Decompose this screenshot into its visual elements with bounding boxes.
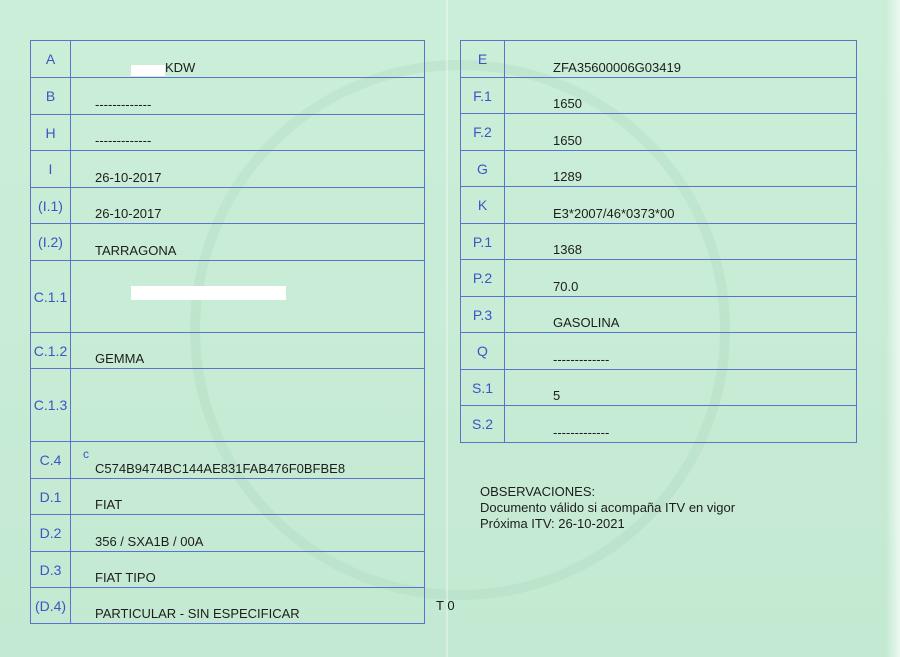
field-code: C.4 — [31, 442, 71, 479]
field-code: D.3 — [31, 552, 71, 588]
page-fold — [446, 0, 448, 657]
left-fields-table — [30, 40, 425, 624]
field-value: 26-10-2017 — [95, 206, 162, 221]
field-code: E — [461, 41, 505, 78]
redaction-box — [131, 65, 165, 76]
field-code: S.2 — [461, 406, 505, 443]
field-value: GASOLINA — [553, 315, 620, 330]
field-code: P.1 — [461, 224, 505, 260]
field-code: G — [461, 151, 505, 187]
field-row-c13 — [31, 369, 425, 442]
field-prefix: c — [83, 447, 89, 461]
field-row-g — [461, 151, 857, 187]
field-code: C.1.1 — [31, 261, 71, 333]
field-code: P.3 — [461, 297, 505, 333]
field-value: ------------- — [95, 97, 152, 112]
field-row-i — [31, 151, 425, 188]
field-value: GEMMA — [95, 351, 145, 366]
field-row-c12 — [31, 333, 425, 369]
field-row-f1 — [461, 78, 857, 114]
field-code: (D.4) — [31, 588, 71, 624]
field-code: C.1.2 — [31, 333, 71, 369]
field-code: B — [31, 78, 71, 115]
field-value: FIAT — [95, 497, 123, 512]
field-code: D.2 — [31, 515, 71, 552]
field-value: 1650 — [553, 133, 582, 148]
field-row-p1 — [461, 224, 857, 260]
field-value: E3*2007/46*0373*00 — [553, 206, 675, 221]
field-row-p2 — [461, 260, 857, 297]
field-value: FIAT TIPO — [95, 570, 156, 585]
field-row-e — [461, 41, 857, 78]
field-code: (I.1) — [31, 188, 71, 224]
observations-line: Próxima ITV: 26-10-2021 — [480, 516, 625, 531]
field-code: A — [31, 41, 71, 78]
field-row-b — [31, 78, 425, 115]
field-value: 1650 — [553, 96, 582, 111]
redaction-box — [131, 286, 286, 300]
field-row-q — [461, 333, 857, 370]
field-code: D.1 — [31, 479, 71, 515]
field-row-f2 — [461, 114, 857, 151]
field-code: F.2 — [461, 114, 505, 151]
field-value: TARRAGONA — [95, 243, 177, 258]
field-row-i2 — [31, 224, 425, 261]
field-code: Q — [461, 333, 505, 370]
field-row-s2 — [461, 406, 857, 443]
field-row-d4 — [31, 588, 425, 624]
field-value: C574B9474BC144AE831FAB476F0BFBE8 — [95, 461, 346, 476]
field-value: PARTICULAR - SIN ESPECIFICAR — [95, 606, 300, 621]
field-row-a — [31, 41, 425, 78]
field-row-p3 — [461, 297, 857, 333]
field-value: 5 — [553, 388, 561, 403]
field-value: ------------- — [553, 352, 610, 367]
field-row-c11 — [31, 261, 425, 333]
field-value: ZFA35600006G03419 — [553, 60, 681, 75]
right-fields-table — [460, 40, 857, 443]
observations-heading: OBSERVACIONES: — [480, 484, 596, 499]
field-code: F.1 — [461, 78, 505, 114]
field-row-d1 — [31, 479, 425, 515]
field-value: 1289 — [553, 169, 582, 184]
field-code: S.1 — [461, 370, 505, 406]
observations-block — [480, 484, 735, 532]
field-value: 356 / SXA1B / 00A — [95, 534, 204, 549]
field-code: I — [31, 151, 71, 188]
field-row-k — [461, 187, 857, 224]
stamp-code: T 0 — [436, 598, 455, 613]
field-code: (I.2) — [31, 224, 71, 261]
field-row-h — [31, 115, 425, 151]
field-row-d2 — [31, 515, 425, 552]
field-value: ------------- — [95, 133, 152, 148]
field-code: P.2 — [461, 260, 505, 297]
field-row-i1 — [31, 188, 425, 224]
field-value: ------------- — [553, 425, 610, 440]
field-row-d3 — [31, 552, 425, 588]
field-code: C.1.3 — [31, 369, 71, 442]
field-row-s1 — [461, 370, 857, 406]
field-value: 1368 — [553, 242, 582, 257]
field-code: H — [31, 115, 71, 151]
field-row-c4 — [31, 442, 425, 479]
field-value: 26-10-2017 — [95, 170, 162, 185]
field-value: 70.0 — [553, 279, 579, 294]
field-value-plate: KDW — [165, 60, 196, 75]
paper-edge — [886, 0, 900, 657]
field-code: K — [461, 187, 505, 224]
observations-line: Documento válido si acompaña ITV en vigor — [480, 500, 736, 515]
